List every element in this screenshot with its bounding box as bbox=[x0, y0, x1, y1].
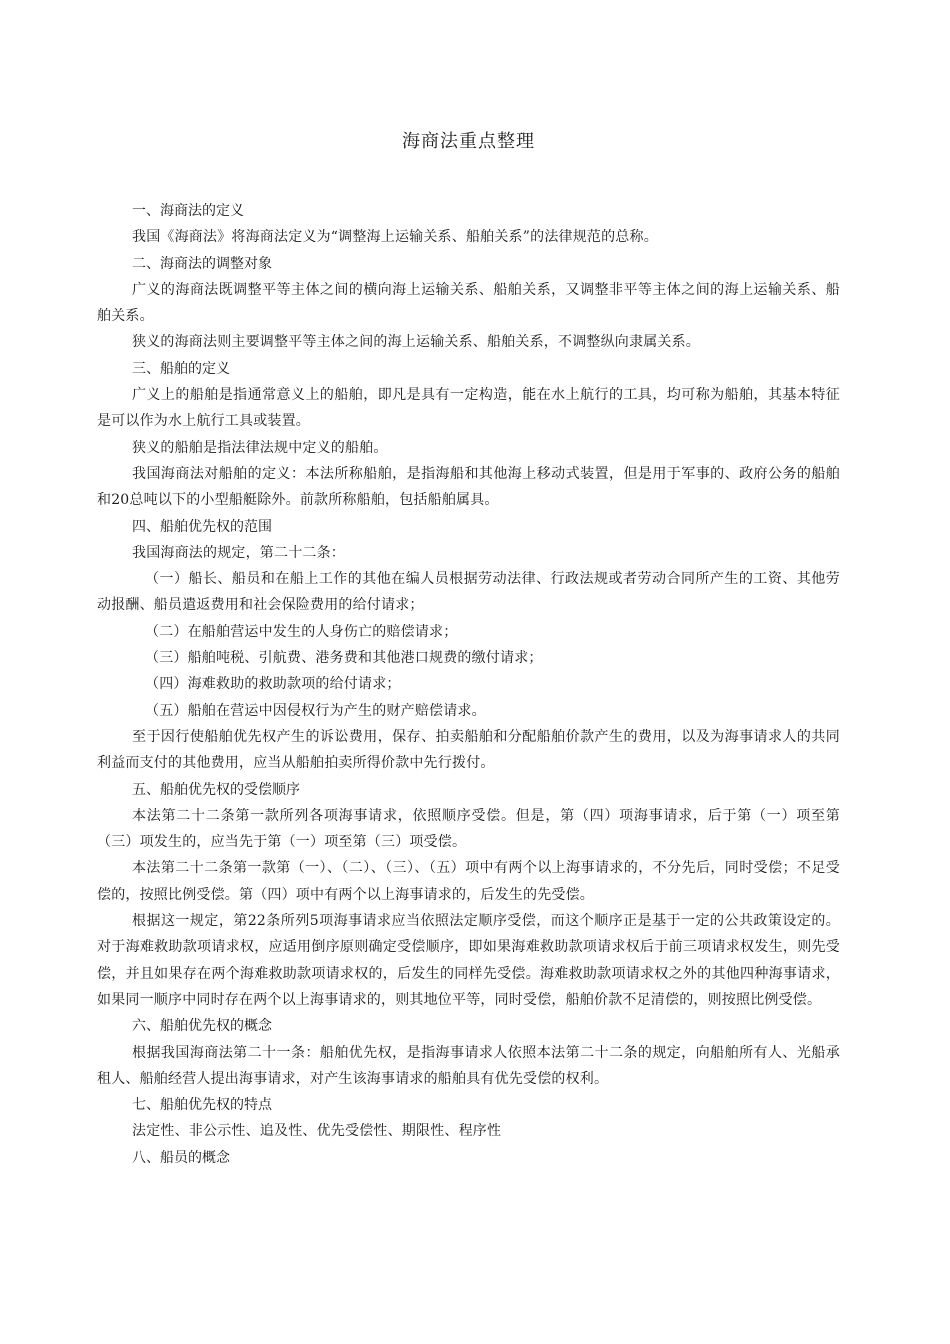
section-heading-7: 七、船舶优先权的特点 bbox=[132, 1097, 272, 1114]
list-item: （五）船舶在营运中因侵权行为产生的财产赔偿请求。 bbox=[145, 702, 486, 719]
section-heading-1: 一、海商法的定义 bbox=[132, 203, 244, 219]
paragraph: 我国海商法对船舶的定义：本法所称船舶，是指海船和其他海上移动式装置，但是用于军事的、政府公务的船舶和20总吨以下的小型船艇除外。前款所称船舶，包括船舶属具。 bbox=[97, 465, 840, 509]
paragraph: 我国《海商法》将海商法定义为“调整海上运输关系、船舶关系”的法律规范的总称。 bbox=[132, 229, 658, 246]
paragraph: 根据我国海商法第二十一条：船舶优先权，是指海事请求人依照本法第二十二条的规定，向船舶所有人、光船承租人、船舶经营人提出海事请求，对产生该海事请求的船舶具有优先受偿的权利。 bbox=[97, 1044, 840, 1087]
paragraph: 广义的海商法既调整平等主体之间的横向海上运输关系、船舶关系，又调整非平等主体之间的海上运输关系、船舶关系。 bbox=[97, 281, 840, 325]
paragraph: 广义上的船舶是指通常意义上的船舶，即凡是具有一定构造，能在水上航行的工具，均可称为船舶，其基本特征是可以作为水上航行工具或装置。 bbox=[97, 387, 840, 430]
list-item: （一）船长、船员和在船上工作的其他在编人员根据劳动法律、行政法规或者劳动合同所产生的工资、其他劳动报酬、船员遣返费用和社会保险费用的给付请求； bbox=[97, 571, 840, 614]
paragraph: 我国海商法的规定，第二十二条： bbox=[132, 544, 345, 561]
paragraph: 法定性、非公示性、追及性、优先受偿性、期限性、程序性 bbox=[132, 1123, 502, 1140]
paragraph: 根据这一规定，第22条所列5项海事请求应当依照法定顺序受偿，而这个顺序正是基于一定的公共政策设定的。对于海难救助款项请求权，应适用倒序原则确定受偿顺序，即如果海难救助款项请求权后于前三项请求权发生，则先受偿，并且如果存在两个海难救助款项请求权的，后发生的同样先受偿。海难救助款项请求权之外的其他四种海事请求，如果同一顺序中同时存在两个以上海事请求的，则其地位平等，同时受偿，船舶价款不足清偿的，则按照比例受偿。 bbox=[97, 913, 840, 1008]
paragraph: 本法第二十二条第一款第（一）、（二）、（三）、（五）项中有两个以上海事请求的，不分先后，同时受偿；不足受偿的，按照比例受偿。第（四）项中有两个以上海事请求的，后发生的先受偿。 bbox=[97, 860, 840, 903]
document-title: 海商法重点整理 bbox=[402, 131, 535, 152]
paragraph: 狭义的海商法则主要调整平等主体之间的海上运输关系、船舶关系，不调整纵向隶属关系。 bbox=[132, 334, 700, 351]
section-heading-2: 二、海商法的调整对象 bbox=[132, 255, 272, 272]
list-item: （四）海难救助的救助款项的给付请求； bbox=[145, 676, 401, 693]
section-heading-8: 八、船员的概念 bbox=[132, 1149, 230, 1166]
section-heading-6: 六、船舶优先权的概念 bbox=[132, 1018, 272, 1035]
document-body bbox=[97, 198, 840, 1171]
section-heading-5: 五、船舶优先权的受偿顺序 bbox=[132, 781, 300, 798]
section-heading-3: 三、船舶的定义 bbox=[132, 360, 230, 377]
list-item: （二）在船舶营运中发生的人身伤亡的赔偿请求； bbox=[145, 623, 458, 640]
paragraph: 至于因行使船舶优先权产生的诉讼费用，保存、拍卖船舶和分配船舶价款产生的费用，以及为海事请求人的共同利益而支付的其他费用，应当从船舶拍卖所得价款中先行拨付。 bbox=[97, 728, 840, 772]
section-heading-4: 四、船舶优先权的范围 bbox=[132, 518, 272, 535]
paragraph: 本法第二十二条第一款所列各项海事请求，依照顺序受偿。但是，第（四）项海事请求，后于第（一）项至第（三）项发生的，应当先于第（一）项至第（三）项受偿。 bbox=[97, 807, 840, 851]
list-item: （三）船舶吨税、引航费、港务费和其他港口规费的缴付请求； bbox=[145, 650, 543, 667]
paragraph: 狭义的船舶是指法律法规中定义的船舶。 bbox=[132, 439, 388, 456]
